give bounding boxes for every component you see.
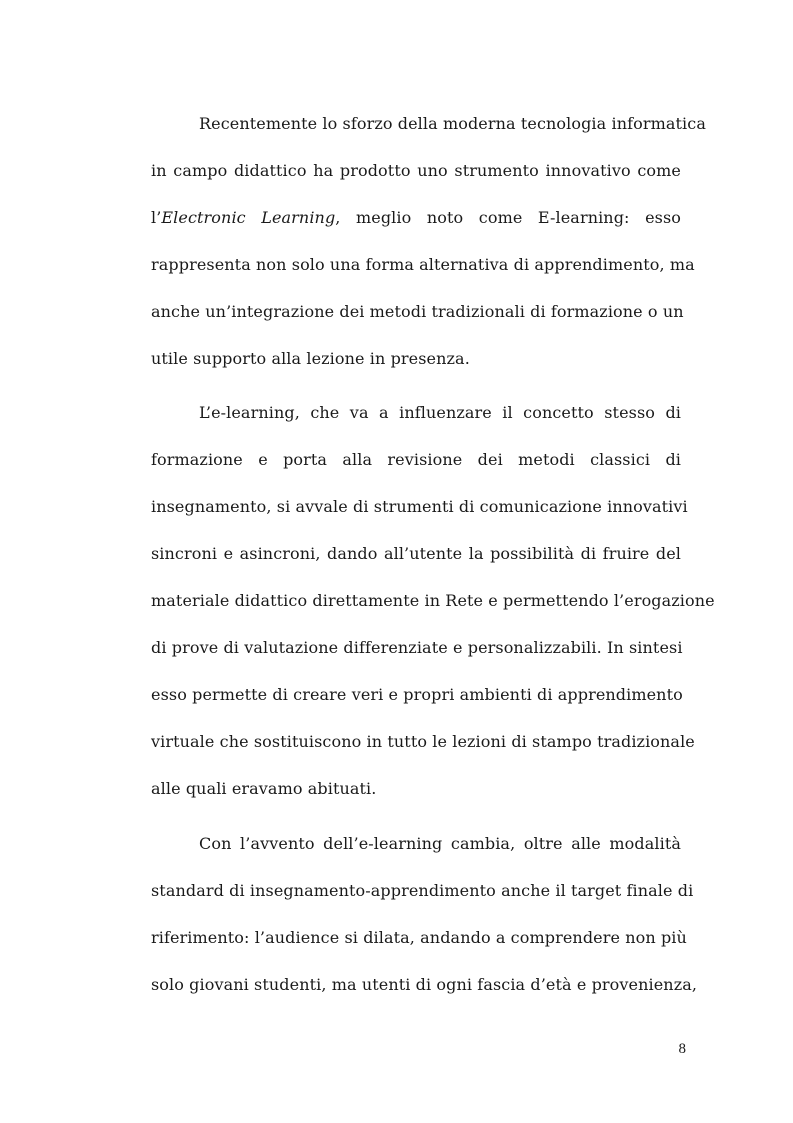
- paragraph-2-line-2: formazione e porta alla revisione dei metodi classici di: [151, 450, 681, 469]
- paragraph-3-line-4: solo giovani studenti, ma utenti di ogni fascia d’età e provenienza,: [151, 975, 698, 994]
- line-prefix: l’: [151, 208, 162, 227]
- paragraph-3-line-1: Con l’avvento dell’e-learning cambia, oltre alle modalità: [199, 834, 681, 853]
- line-suffix: , meglio noto come E-learning: esso: [335, 208, 681, 227]
- paragraph-2-line-6: di prove di valutazione differenziate e personalizzabili. In sintesi: [151, 638, 683, 657]
- paragraph-3-line-2: standard di insegnamento-apprendimento anche il target finale di: [151, 881, 694, 900]
- paragraph-2-line-4: sincroni e asincroni, dando all’utente la possibilità di fruire del: [151, 544, 681, 563]
- paragraph-3-line-3: riferimento: l’audience si dilata, andando a comprendere non più: [151, 928, 687, 947]
- paragraph-1-line-6: utile supporto alla lezione in presenza.: [151, 349, 470, 368]
- paragraph-1-line-4: rappresenta non solo una forma alternativa di apprendimento, ma: [151, 255, 695, 274]
- paragraph-2-line-5: materiale didattico direttamente in Rete e permettendo l’erogazione: [151, 591, 715, 610]
- paragraph-1-line-1: Recentemente lo sforzo della moderna tecnologia informatica: [199, 114, 706, 133]
- paragraph-1-line-5: anche un’integrazione dei metodi tradizionali di formazione o un: [151, 302, 684, 321]
- paragraph-1-line-3: [151, 208, 681, 228]
- paragraph-2-line-3: insegnamento, si avvale di strumenti di comunicazione innovativi: [151, 497, 688, 516]
- paragraph-1-line-2: in campo didattico ha prodotto uno strumento innovativo come: [151, 161, 681, 180]
- italic-term: Electronic Learning: [161, 208, 336, 227]
- paragraph-2-line-7: esso permette di creare veri e propri ambienti di apprendimento: [151, 685, 683, 704]
- paragraph-2-line-8: virtuale che sostituiscono in tutto le lezioni di stampo tradizionale: [151, 732, 695, 751]
- paragraph-2-line-9: alle quali eravamo abituati.: [151, 779, 377, 798]
- paragraph-2-line-1: L’e-learning, che va a influenzare il concetto stesso di: [199, 403, 681, 422]
- page-number: 8: [678, 1041, 686, 1057]
